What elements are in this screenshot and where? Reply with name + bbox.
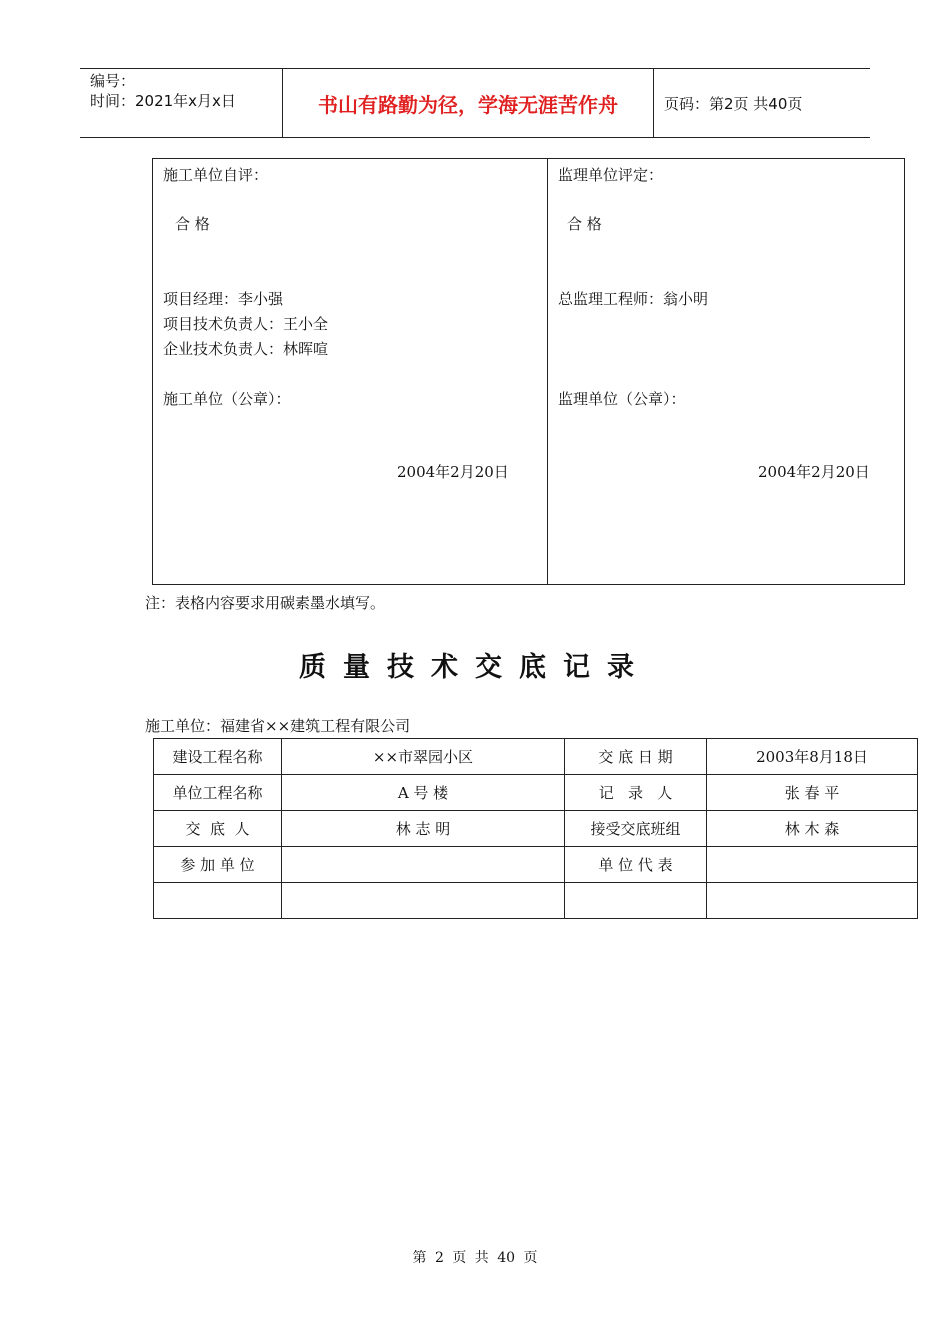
table-row: [154, 775, 918, 811]
header-page-cell: [654, 69, 870, 137]
table-row: [154, 811, 918, 847]
table-cell: 交 底 日 期: [565, 739, 707, 775]
supervisor-eval-heading: 监理单位评定：: [558, 166, 664, 184]
table-cell: 交 底 人: [154, 811, 282, 847]
table-cell: 张 春 平: [707, 775, 918, 811]
form-note: 注：表格内容要求用碳素墨水填写。: [145, 594, 386, 612]
table-cell: [565, 883, 707, 919]
contractor-eval-result: 合 格: [175, 215, 210, 233]
evaluation-table: [152, 158, 905, 585]
table-cell: 建设工程名称: [154, 739, 282, 775]
table-cell: [282, 883, 565, 919]
table-row: [154, 847, 918, 883]
supervisor-seal-label: 监理单位（公章）：: [558, 390, 686, 408]
table-row: [154, 883, 918, 919]
table-cell: [707, 883, 918, 919]
chief-supervisor: 总监理工程师：翁小明: [558, 290, 709, 308]
project-manager: 项目经理：李小强: [163, 290, 284, 308]
table-cell: 2003年8月18日: [707, 739, 918, 775]
table-cell: 记 录 人: [565, 775, 707, 811]
page-title: 质量技术交底记录: [299, 652, 651, 683]
supervisor-eval-result: 合 格: [567, 215, 602, 233]
construction-company: 施工单位：福建省××建筑工程有限公司: [145, 717, 411, 735]
table-cell: [154, 883, 282, 919]
contractor-eval-heading: 施工单位自评：: [163, 166, 269, 184]
header-motto-cell: [282, 69, 654, 137]
table-cell: ××市翠园小区: [282, 739, 565, 775]
header-page-label: 页码：第2页 共40页: [664, 94, 803, 113]
contractor-sign-date: 2004年2月20日: [397, 463, 509, 481]
table-row: [154, 739, 918, 775]
table-cell: [707, 847, 918, 883]
table-cell: 参 加 单 位: [154, 847, 282, 883]
supervisor-sign-date: 2004年2月20日: [758, 463, 870, 481]
contractor-evaluation-column: [153, 159, 548, 584]
supervisor-evaluation-column: [548, 159, 904, 584]
briefing-info-table: [153, 738, 918, 919]
table-cell: 林 木 森: [707, 811, 918, 847]
header-meta: [80, 69, 282, 137]
document-number-label: 编号：: [90, 72, 136, 90]
page-footer: 第 2 页 共 40 页: [412, 1250, 538, 1266]
table-cell: A 号 楼: [282, 775, 565, 811]
project-tech-lead: 项目技术负责人：王小全: [163, 315, 329, 333]
contractor-seal-label: 施工单位（公章）：: [163, 390, 291, 408]
table-cell: 单 位 代 表: [565, 847, 707, 883]
table-cell: 单位工程名称: [154, 775, 282, 811]
table-cell: 林 志 明: [282, 811, 565, 847]
table-cell: [282, 847, 565, 883]
enterprise-tech-lead: 企业技术负责人：林晖喧: [163, 340, 329, 358]
document-time-label: 时间：2021年x月x日: [90, 92, 236, 110]
table-cell: 接受交底班组: [565, 811, 707, 847]
header-motto: 书山有路勤为径，学海无涯苦作舟: [318, 92, 618, 117]
page-header: [80, 68, 870, 138]
